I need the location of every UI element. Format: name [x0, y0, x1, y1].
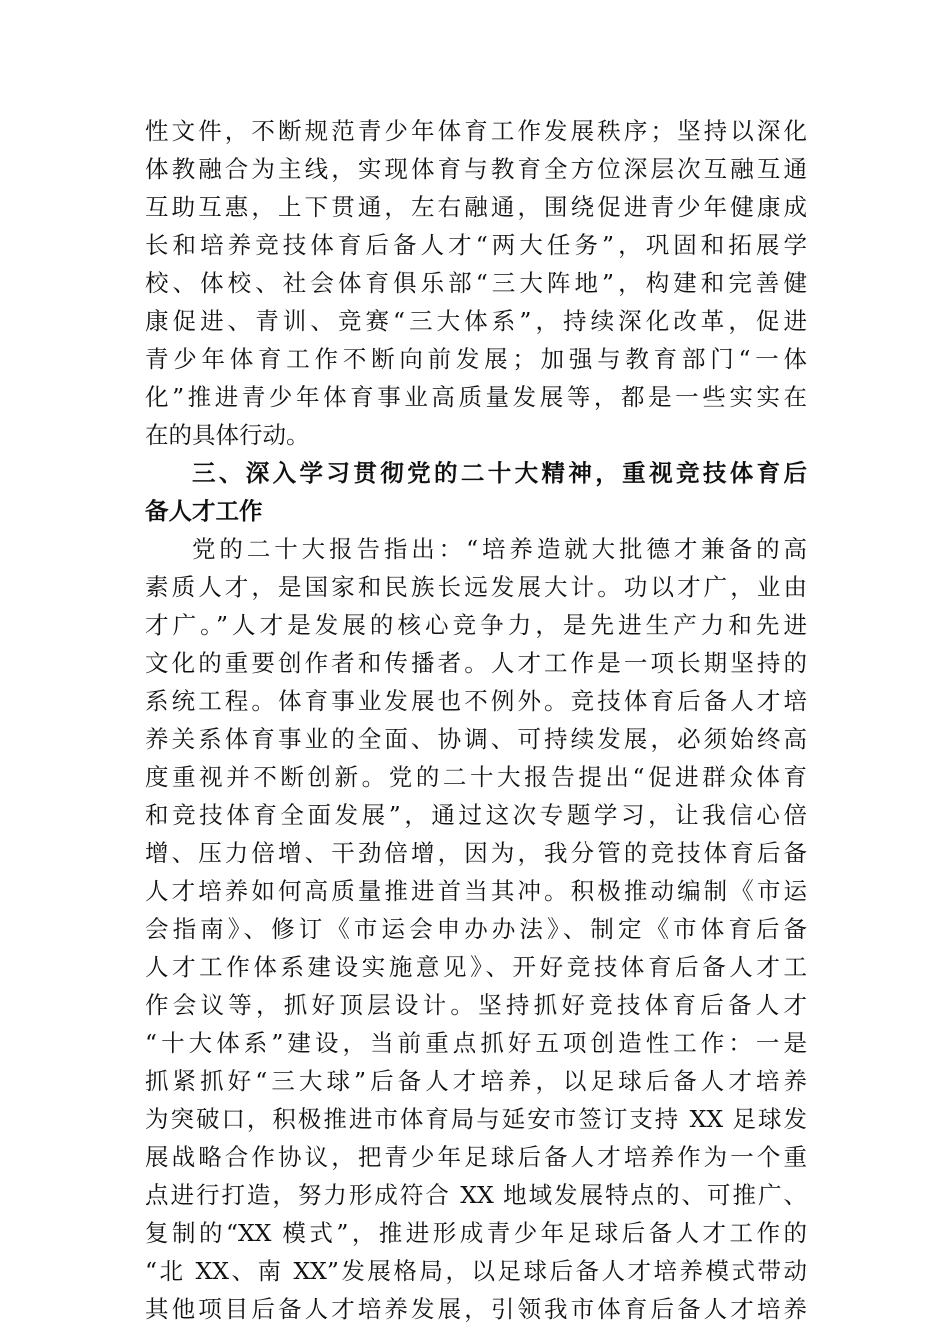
text-line: 人才工作体系建设实施意见》、开好竞技体育后备人才工: [145, 953, 807, 981]
text-line: 康促进、青训、竞赛“三大体系”，持续深化改革，促进: [145, 307, 807, 335]
text-line: 化”推进青少年体育事业高质量发展等，都是一些实实在: [145, 383, 807, 411]
text-line: 才广。”人才是发展的核心竞争力，是先进生产力和先进: [145, 611, 807, 639]
text-line: 性文件，不断规范青少年体育工作发展秩序；坚持以深化: [145, 117, 807, 145]
text-line: 党的二十大报告指出：“培养造就大批德才兼备的高: [192, 535, 807, 563]
text-line: 青少年体育工作不断向前发展；加强与教育部门“一体: [145, 345, 807, 373]
text-line: “十大体系”建设，当前重点抓好五项创造性工作：一是: [145, 1029, 807, 1057]
document-body: [145, 112, 807, 1328]
text-line: “北 XX、南 XX”发展格局，以足球后备人才培养模式带动: [145, 1257, 807, 1285]
text-line: 其他项目后备人才培养发展，引领我市体育后备人才培养: [145, 1295, 807, 1323]
heading-line: 三、深入学习贯彻党的二十大精神，重视竞技体育后: [192, 459, 807, 487]
text-line: 系统工程。体育事业发展也不例外。竞技体育后备人才培: [145, 687, 807, 715]
text-line: 养关系体育事业的全面、协调、可持续发展，必须始终高: [145, 725, 807, 753]
text-line: 素质人才，是国家和民族长远发展大计。功以才广，业由: [145, 573, 807, 601]
text-line: 会指南》、修订《市运会申办办法》、制定《市体育后备: [145, 915, 807, 943]
text-line: 体教融合为主线，实现体育与教育全方位深层次互融互通: [145, 155, 807, 183]
text-line: 抓紧抓好“三大球”后备人才培养，以足球后备人才培养: [145, 1067, 807, 1095]
heading-line: 备人才工作: [145, 497, 263, 525]
text-line: 和竞技体育全面发展”，通过这次专题学习，让我信心倍: [145, 801, 807, 829]
paragraph-continued: [145, 112, 807, 454]
text-line: 互助互惠，上下贯通，左右融通，围绕促进青少年健康成: [145, 193, 807, 221]
text-line: 长和培养竞技体育后备人才“两大任务”，巩固和拓展学: [145, 231, 807, 259]
text-line: 点进行打造，努力形成符合 XX 地域发展特点的、可推广、: [145, 1181, 807, 1209]
text-line: 人才培养如何高质量推进首当其冲。积极推动编制《市运: [145, 877, 807, 905]
text-line: 在的具体行动。: [145, 421, 310, 449]
text-line: 度重视并不断创新。党的二十大报告提出“促进群众体育: [145, 763, 807, 791]
section-heading: [145, 454, 807, 530]
text-line: 文化的重要创作者和传播者。人才工作是一项长期坚持的: [145, 649, 807, 677]
text-line: 为突破口，积极推进市体育局与延安市签订支持 XX 足球发: [145, 1105, 807, 1133]
text-line: 展战略合作协议，把青少年足球后备人才培养作为一个重: [145, 1143, 807, 1171]
text-line: 复制的“XX 模式”，推进形成青少年足球后备人才工作的: [145, 1219, 807, 1247]
paragraph-body: [145, 530, 807, 1328]
text-line: 作会议等，抓好顶层设计。坚持抓好竞技体育后备人才: [145, 991, 807, 1019]
text-line: 增、压力倍增、干劲倍增，因为，我分管的竞技体育后备: [145, 839, 807, 867]
text-line: 校、体校、社会体育俱乐部“三大阵地”，构建和完善健: [145, 269, 807, 297]
